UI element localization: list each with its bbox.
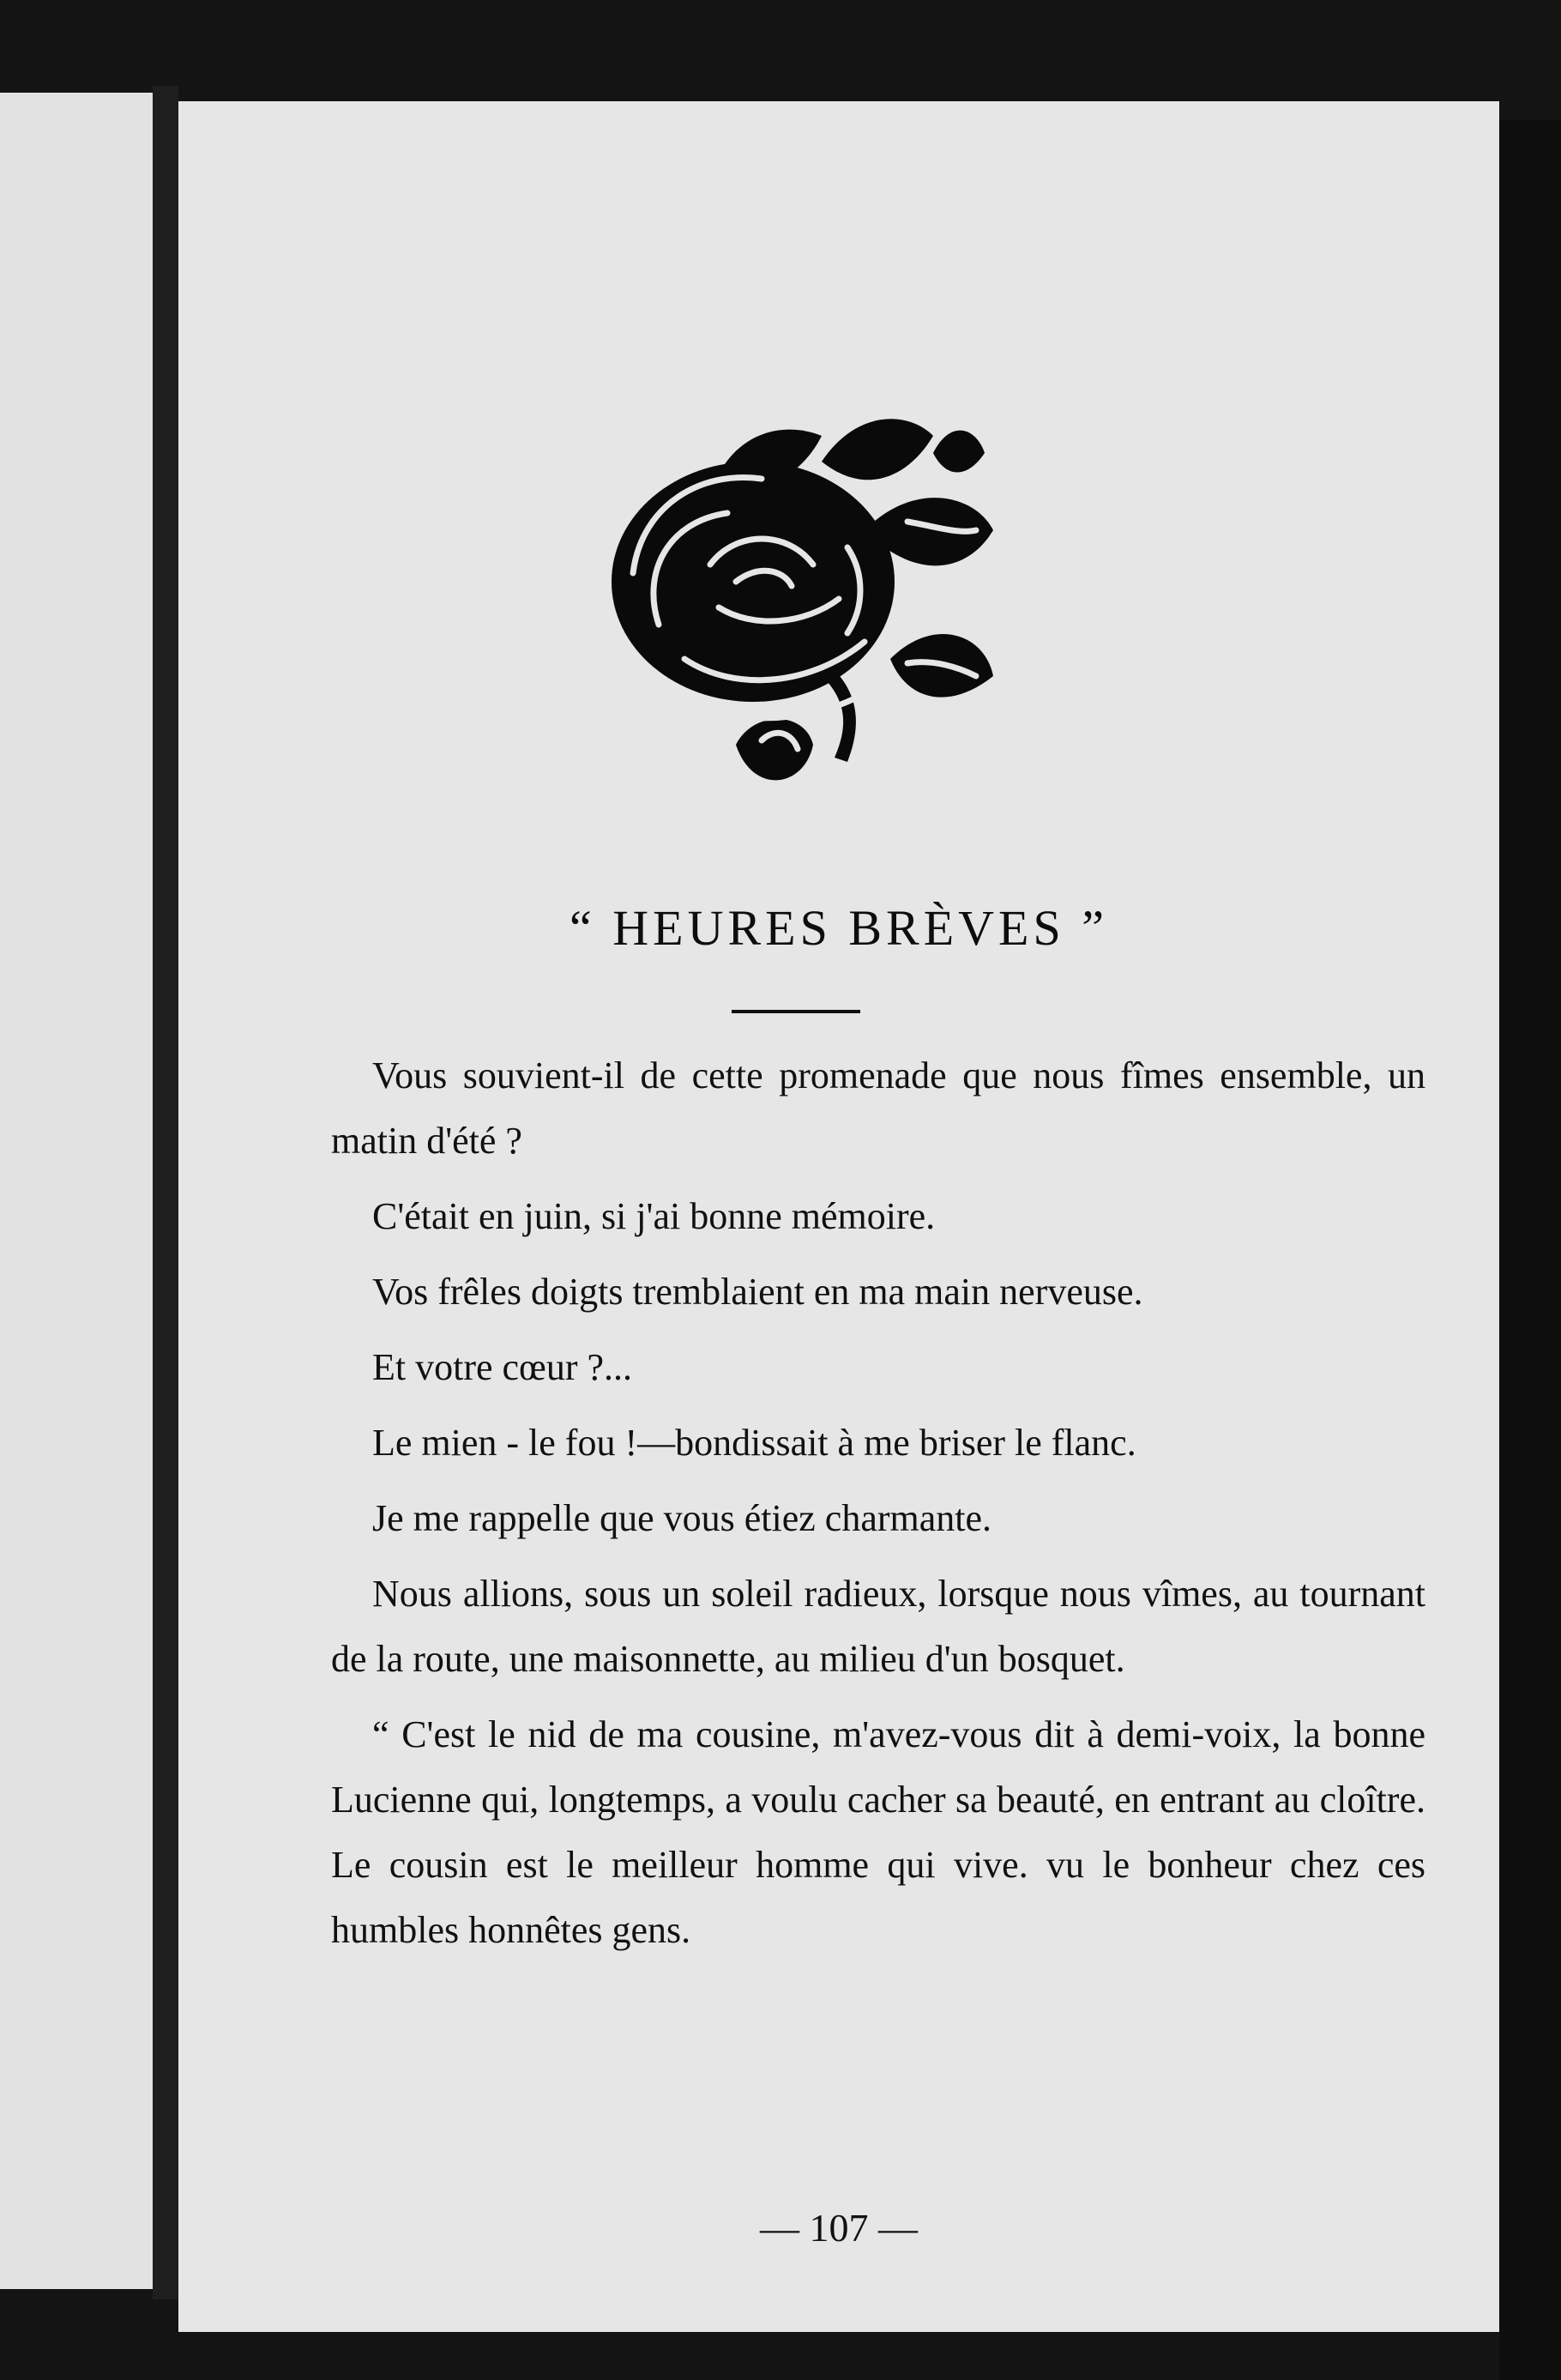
facing-page-edge [0, 93, 153, 2289]
body-text [331, 1043, 1425, 1973]
paragraph: Vos frêles doigts tremblaient en ma main nerveuse. [372, 1271, 1143, 1313]
paragraph: Le mien - le fou !—bondissait à me briser le flanc. [372, 1422, 1136, 1464]
paragraph: Vous souvient-il de cette promenade que nous fîmes ensemble, un matin d'été ? [331, 1054, 1425, 1162]
page-gutter [153, 86, 178, 2299]
paragraph: C'était en juin, si j'ai bonne mémoire. [372, 1195, 936, 1237]
rose-icon [607, 402, 1010, 831]
paragraph: “ C'est le nid de ma cousine, m'avez-vous dit à demi-voix, la bonne Lucienne qui, longtemps, a voulu cacher sa beauté, en entrant au cloître. Le cousin est le meilleur homme qui vive. vu le bonheur chez ces humbles honnêtes gens. [331, 1713, 1425, 1951]
paragraph: Et votre cœur ?... [372, 1346, 632, 1388]
page-title: “ HEURES BRÈVES ” [570, 900, 1108, 956]
paragraph: Je me rappelle que vous étiez charmante. [372, 1497, 992, 1539]
page-number: — 107 — [760, 2206, 918, 2250]
title-divider [732, 1010, 860, 1013]
book-page [178, 101, 1499, 2332]
paragraph: Nous allions, sous un soleil radieux, lorsque nous vîmes, au tournant de la route, une maisonnette, au milieu d'un bosquet. [331, 1573, 1425, 1680]
scan-border [1499, 120, 1561, 2380]
